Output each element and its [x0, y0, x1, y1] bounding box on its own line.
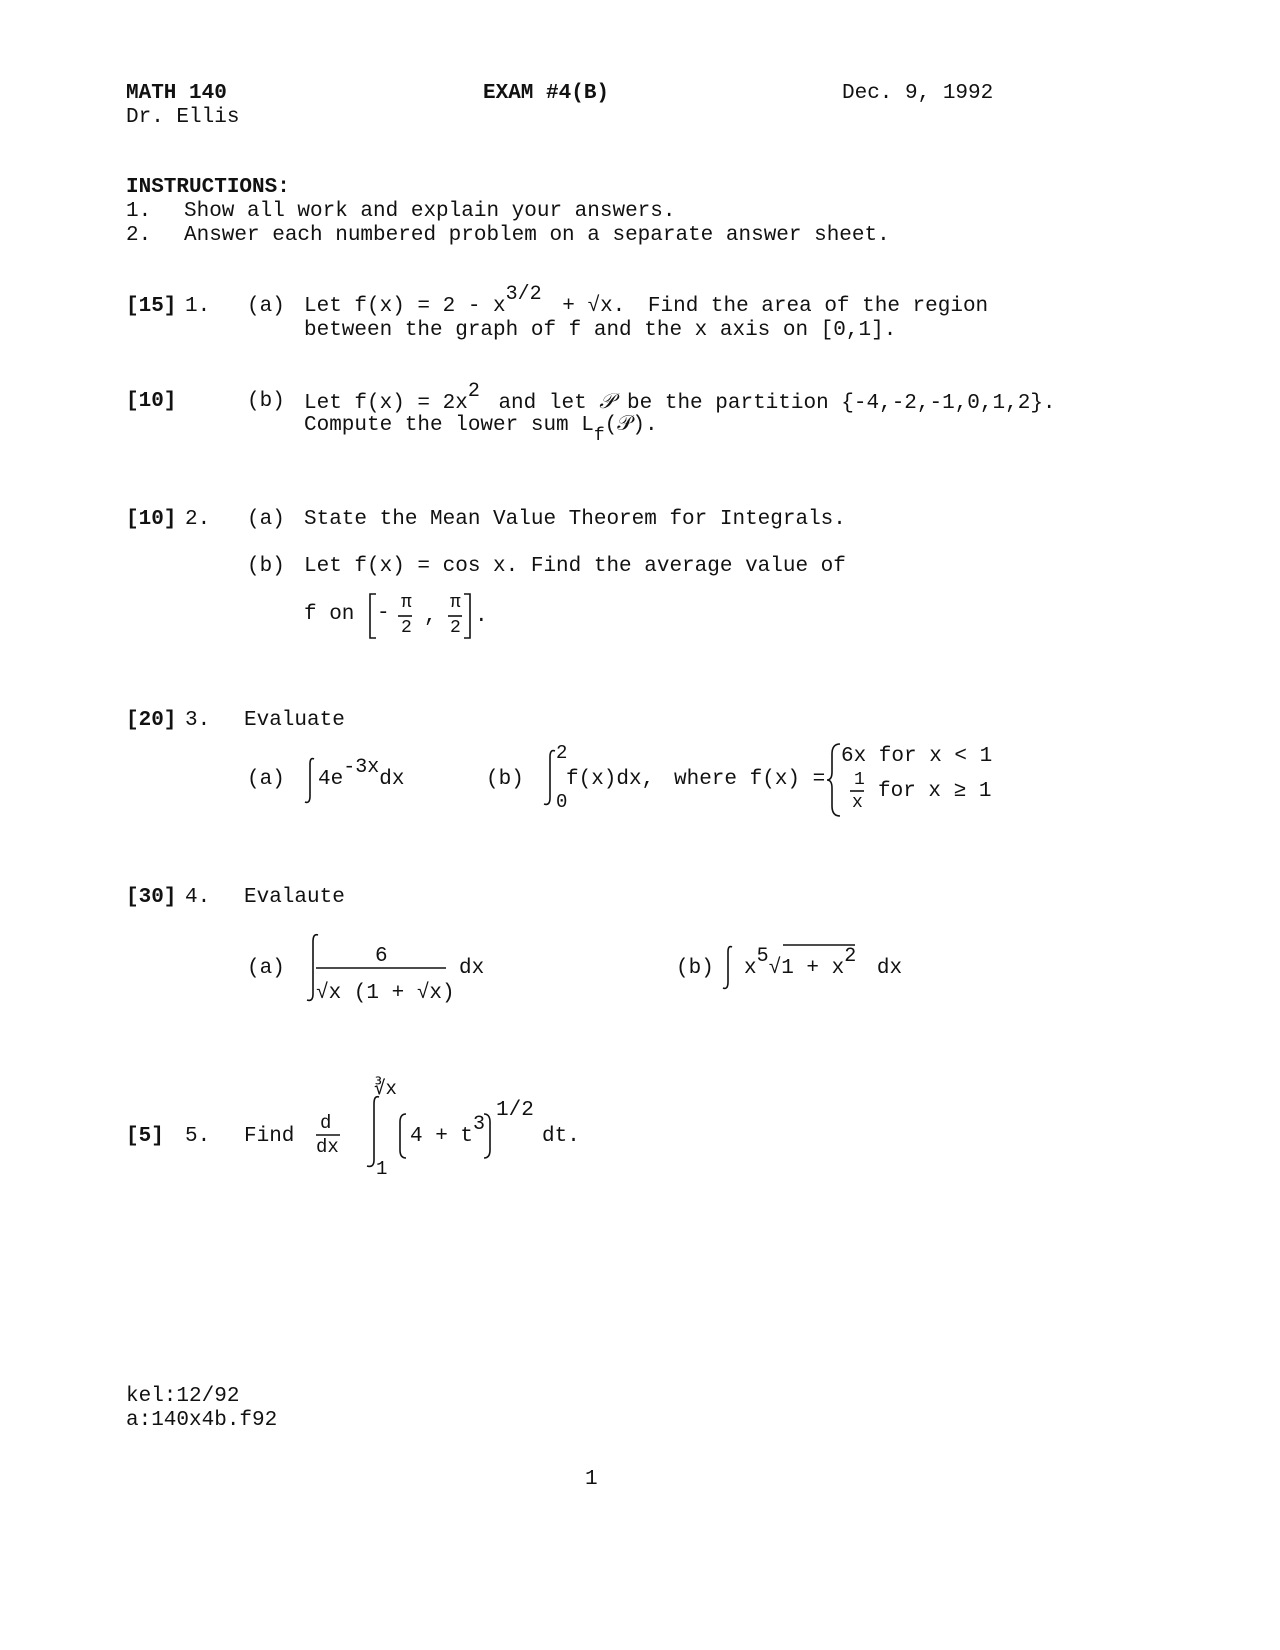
problem-1a-label: (a) — [247, 295, 285, 318]
problem-5-t-exponent: 3 — [473, 1113, 486, 1136]
problem-4a-label: (a) — [247, 957, 285, 980]
problem-5-upper-limit: ∛x — [374, 1078, 397, 1100]
instruction-text: Answer each numbered problem on a separate answer sheet. — [184, 224, 890, 247]
piecewise-case-1: 6x for x < 1 — [841, 745, 993, 768]
problem-3a-label: (a) — [247, 768, 285, 791]
problem-4b-radical-bar — [783, 944, 857, 946]
problem-3a-exponent: -3x — [343, 756, 380, 779]
problem-3-points: [20] — [126, 709, 177, 732]
problem-1a-question: Find the area of the region — [647, 295, 989, 318]
problem-1a-exponent: 3/2 — [505, 283, 542, 306]
problem-5-dt: dt. — [542, 1125, 580, 1148]
problem-4b-root: √1 + x — [768, 957, 845, 980]
partition-symbol: 𝒫 — [599, 389, 615, 413]
integral-sign — [302, 756, 318, 806]
problem-3b-upper-limit: 2 — [556, 742, 568, 764]
problem-5-integrand — [410, 1113, 486, 1148]
problem-4a-dx: dx — [459, 957, 485, 980]
problem-5-outer-exponent: 1/2 — [496, 1099, 534, 1122]
problem-3-number: 3. — [185, 709, 211, 732]
problem-2a-label: (a) — [247, 508, 285, 531]
problem-4b-integrand — [744, 945, 903, 980]
problem-1b-points: [10] — [126, 390, 177, 413]
problem-3-verb: Evaluate — [244, 709, 345, 732]
problem-3b-where: where f(x) = — [674, 768, 826, 791]
problem-2-points: [10] — [126, 508, 177, 531]
problem-3a-dx: dx — [379, 768, 405, 791]
problem-1b-line1 — [304, 380, 1056, 415]
problem-4a-fraction-bar — [316, 967, 448, 969]
problem-3a-coef: 4e — [318, 768, 344, 791]
problem-1b-function: Let f(x) = 2x — [304, 392, 468, 415]
exam-date: Dec. 9, 1992 — [842, 82, 994, 105]
problem-1a-sqrt-term: + √x. — [562, 295, 626, 318]
problem-4a-numerator: 6 — [375, 945, 388, 968]
problem-3b-lower-limit: 0 — [556, 791, 568, 813]
problem-2a-text: State the Mean Value Theorem for Integrals. — [304, 508, 846, 531]
instructions-heading: INSTRUCTIONS: — [126, 176, 290, 199]
footer-line-2: a:140x4b.f92 — [126, 1409, 278, 1432]
piecewise-case-2-den: x — [852, 793, 863, 813]
problem-4b-inner-exponent: 2 — [844, 945, 857, 968]
problem-1b-lower-sum-arg: (𝒫). — [604, 414, 658, 437]
problem-5-integrand-base: 4 + t — [410, 1125, 474, 1148]
page-number: 1 — [585, 1468, 598, 1491]
problem-1b-label: (b) — [247, 390, 285, 413]
problem-4b-dx: dx — [876, 957, 903, 980]
problem-5-lower-limit: 1 — [376, 1158, 388, 1180]
problem-3b-integrand: f(x)dx, — [566, 768, 655, 791]
problem-1b-lower-sum: Compute the lower sum L — [304, 414, 594, 437]
problem-1b-exponent: 2 — [467, 380, 480, 403]
exam-title: EXAM #4(B) — [483, 82, 610, 105]
problem-4-number: 4. — [185, 886, 211, 909]
problem-4b-exponent: 5 — [756, 945, 769, 968]
problem-2b-text: Let f(x) = cos x. Find the average value of — [304, 555, 846, 578]
interval-neg-sign: - — [377, 602, 390, 625]
interval-comma: , — [424, 605, 437, 628]
interval-pi-left: π — [401, 593, 412, 613]
problem-2b-label: (b) — [247, 555, 285, 578]
problem-2-number: 2. — [185, 508, 211, 531]
interval-period: . — [475, 605, 488, 628]
problem-4a-denominator: √x (1 + √x) — [316, 982, 455, 1005]
problem-3a-integrand — [318, 756, 405, 791]
problem-3b-label: (b) — [486, 768, 524, 791]
problem-4b-label: (b) — [676, 957, 714, 980]
problem-1-points: [15] — [126, 295, 177, 318]
problem-1a-line2: between the graph of f and the x axis on [0,1]. — [304, 319, 897, 342]
problem-1b-subscript: f — [593, 426, 605, 446]
problem-4b-x: x — [744, 957, 757, 980]
piecewise-fraction-bar — [850, 790, 866, 792]
problem-1b-line2 — [304, 414, 658, 446]
footer-line-1: kel:12/92 — [126, 1385, 240, 1408]
interval-pi-right: π — [450, 593, 461, 613]
problem-5-points: [5] — [126, 1125, 164, 1148]
instruction-text: Show all work and explain your answers. — [184, 200, 676, 223]
problem-5-number: 5. — [185, 1125, 211, 1148]
instructor-name: Dr. Ellis — [126, 106, 240, 129]
problem-1b-text: and let — [498, 392, 587, 415]
problem-4-points: [30] — [126, 886, 177, 909]
problem-2b-interval-label: f on — [304, 603, 355, 626]
problem-5-verb: Find — [244, 1125, 295, 1148]
instruction-number: 2. — [126, 224, 152, 247]
piecewise-case-2-num: 1 — [854, 770, 865, 790]
problem-4-verb: Evalaute — [244, 886, 345, 909]
problem-1a-line1 — [304, 283, 989, 318]
course-code: MATH 140 — [126, 82, 227, 105]
derivative-d: d — [320, 1112, 332, 1134]
derivative-dx: dx — [316, 1136, 339, 1158]
interval-two-left: 2 — [401, 618, 412, 638]
problem-1a-function: Let f(x) = 2 - x — [304, 295, 506, 318]
problem-1-number: 1. — [185, 295, 211, 318]
interval-two-right: 2 — [450, 618, 461, 638]
problem-1b-partition: be the partition {-4,-2,-1,0,1,2}. — [627, 392, 1056, 415]
piecewise-case-2-cond: for x ≥ 1 — [878, 780, 992, 803]
integral-sign — [720, 944, 736, 992]
instruction-number: 1. — [126, 200, 152, 223]
